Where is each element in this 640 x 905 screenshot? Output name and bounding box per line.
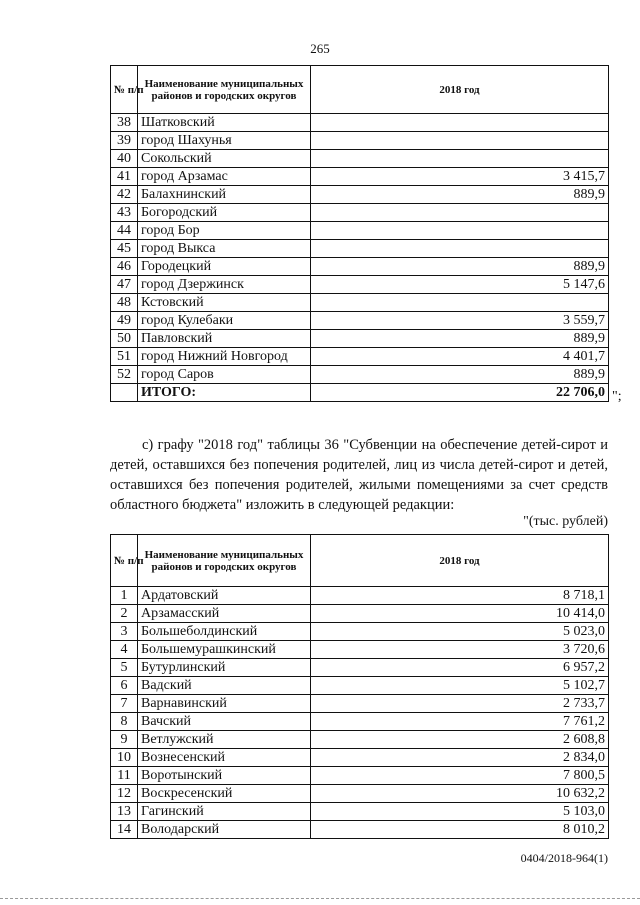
- table-row: [111, 659, 609, 677]
- table-row: [111, 240, 609, 258]
- table-row: [111, 767, 609, 785]
- row-name: Сокольский: [138, 150, 311, 168]
- unit-label: "(тыс. рублей): [523, 514, 608, 529]
- row-value: 5 102,7: [311, 677, 609, 695]
- row-name: Арзамасский: [138, 605, 311, 623]
- row-number: 7: [111, 695, 138, 713]
- row-number: 48: [111, 294, 138, 312]
- row-number: 46: [111, 258, 138, 276]
- row-name: Ардатовский: [138, 587, 311, 605]
- table-row: [111, 641, 609, 659]
- row-number: 4: [111, 641, 138, 659]
- row-number: 6: [111, 677, 138, 695]
- row-name: Балахнинский: [138, 186, 311, 204]
- table-header-row: [111, 66, 609, 114]
- row-name: Вачский: [138, 713, 311, 731]
- row-name: город Дзержинск: [138, 276, 311, 294]
- row-number: 9: [111, 731, 138, 749]
- row-value: 6 957,2: [311, 659, 609, 677]
- row-number: 11: [111, 767, 138, 785]
- row-value: 3 559,7: [311, 312, 609, 330]
- table-row: [111, 204, 609, 222]
- row-name: город Выкса: [138, 240, 311, 258]
- row-name: Павловский: [138, 330, 311, 348]
- table-row: [111, 168, 609, 186]
- table2-body: [111, 587, 609, 839]
- row-name: Воскресенский: [138, 785, 311, 803]
- row-number: 43: [111, 204, 138, 222]
- table-row: [111, 132, 609, 150]
- row-value: [311, 294, 609, 312]
- row-value: 8 718,1: [311, 587, 609, 605]
- row-value: 10 414,0: [311, 605, 609, 623]
- row-name: Богородский: [138, 204, 311, 222]
- row-number: 49: [111, 312, 138, 330]
- page-number: 265: [310, 41, 330, 56]
- row-number: 2: [111, 605, 138, 623]
- header-name: Наименование муниципальных районов и городских округов: [138, 66, 311, 114]
- subventions-table-continuation: [110, 65, 609, 402]
- row-value: 4 401,7: [311, 348, 609, 366]
- row-name: город Бор: [138, 222, 311, 240]
- row-value: [311, 114, 609, 132]
- header-number: № п/п: [111, 66, 138, 114]
- row-number: 44: [111, 222, 138, 240]
- table-row: [111, 348, 609, 366]
- row-number: 42: [111, 186, 138, 204]
- table-row: [111, 186, 609, 204]
- row-value: 2 608,8: [311, 731, 609, 749]
- row-value: [311, 204, 609, 222]
- row-number: 47: [111, 276, 138, 294]
- row-value: 2 834,0: [311, 749, 609, 767]
- document-code: 0404/2018-964(1): [520, 851, 608, 865]
- header-number: № п/п: [111, 535, 138, 587]
- row-value: [311, 132, 609, 150]
- total-label: ИТОГО:: [138, 384, 311, 402]
- table-row: [111, 276, 609, 294]
- row-number: 13: [111, 803, 138, 821]
- row-name: город Кулебаки: [138, 312, 311, 330]
- amendment-paragraph: с) графу "2018 год" таблицы 36 "Субвенции на обеспечение детей-сирот и детей, оставшихся без попечения родителей, лиц из числа детей-сирот и детей, оставшихся без попечения родителей, жилыми помещениями за счет средств областного бюджета" изложить в следующей редакции:: [110, 436, 608, 513]
- row-name: город Саров: [138, 366, 311, 384]
- row-value: 889,9: [311, 330, 609, 348]
- row-name: город Нижний Новгород: [138, 348, 311, 366]
- table-row: [111, 731, 609, 749]
- table-row: [111, 258, 609, 276]
- table-row: [111, 312, 609, 330]
- row-name: Большеболдинский: [138, 623, 311, 641]
- table-row: [111, 330, 609, 348]
- closing-quote: ";: [612, 389, 622, 404]
- row-name: Большемурашкинский: [138, 641, 311, 659]
- table-row: [111, 222, 609, 240]
- row-value: 5 023,0: [311, 623, 609, 641]
- page-bottom-divider: [0, 898, 640, 899]
- row-value: 889,9: [311, 186, 609, 204]
- header-name: Наименование муниципальных районов и городских округов: [138, 535, 311, 587]
- row-value: 889,9: [311, 258, 609, 276]
- table-row: [111, 821, 609, 839]
- table-row: [111, 677, 609, 695]
- total-row: [111, 384, 609, 402]
- row-number: 50: [111, 330, 138, 348]
- row-value: [311, 222, 609, 240]
- row-name: Володарский: [138, 821, 311, 839]
- row-value: 5 103,0: [311, 803, 609, 821]
- row-number: 38: [111, 114, 138, 132]
- table1-body: [111, 114, 609, 384]
- row-name: Вадский: [138, 677, 311, 695]
- header-year: 2018 год: [311, 535, 609, 587]
- row-number: 5: [111, 659, 138, 677]
- row-number: 1: [111, 587, 138, 605]
- row-name: Варнавинский: [138, 695, 311, 713]
- total-value: 22 706,0: [311, 384, 609, 402]
- row-value: 7 800,5: [311, 767, 609, 785]
- row-name: Шатковский: [138, 114, 311, 132]
- row-value: 5 147,6: [311, 276, 609, 294]
- row-value: 7 761,2: [311, 713, 609, 731]
- table-row: [111, 114, 609, 132]
- table-row: [111, 587, 609, 605]
- table-row: [111, 695, 609, 713]
- row-value: 3 720,6: [311, 641, 609, 659]
- row-name: Ветлужский: [138, 731, 311, 749]
- orphan-housing-subventions-table: [110, 534, 609, 839]
- row-value: [311, 150, 609, 168]
- row-number: 10: [111, 749, 138, 767]
- row-value: 3 415,7: [311, 168, 609, 186]
- table-row: [111, 605, 609, 623]
- header-year: 2018 год: [311, 66, 609, 114]
- row-number: 3: [111, 623, 138, 641]
- table-row: [111, 713, 609, 731]
- row-number: 52: [111, 366, 138, 384]
- row-number: 41: [111, 168, 138, 186]
- table-row: [111, 623, 609, 641]
- row-name: Вознесенский: [138, 749, 311, 767]
- row-name: Гагинский: [138, 803, 311, 821]
- row-name: Кстовский: [138, 294, 311, 312]
- row-value: 2 733,7: [311, 695, 609, 713]
- total-empty-cell: [111, 384, 138, 402]
- row-name: город Шахунья: [138, 132, 311, 150]
- table-row: [111, 294, 609, 312]
- row-name: Бутурлинский: [138, 659, 311, 677]
- row-number: 51: [111, 348, 138, 366]
- row-name: Городецкий: [138, 258, 311, 276]
- row-name: город Арзамас: [138, 168, 311, 186]
- table-row: [111, 150, 609, 168]
- table-row: [111, 803, 609, 821]
- row-number: 8: [111, 713, 138, 731]
- row-number: 14: [111, 821, 138, 839]
- row-name: Воротынский: [138, 767, 311, 785]
- table-row: [111, 749, 609, 767]
- row-number: 39: [111, 132, 138, 150]
- row-value: 889,9: [311, 366, 609, 384]
- row-number: 12: [111, 785, 138, 803]
- table-row: [111, 366, 609, 384]
- table-header-row: [111, 535, 609, 587]
- row-value: [311, 240, 609, 258]
- table-row: [111, 785, 609, 803]
- row-number: 45: [111, 240, 138, 258]
- row-value: 8 010,2: [311, 821, 609, 839]
- row-value: 10 632,2: [311, 785, 609, 803]
- row-number: 40: [111, 150, 138, 168]
